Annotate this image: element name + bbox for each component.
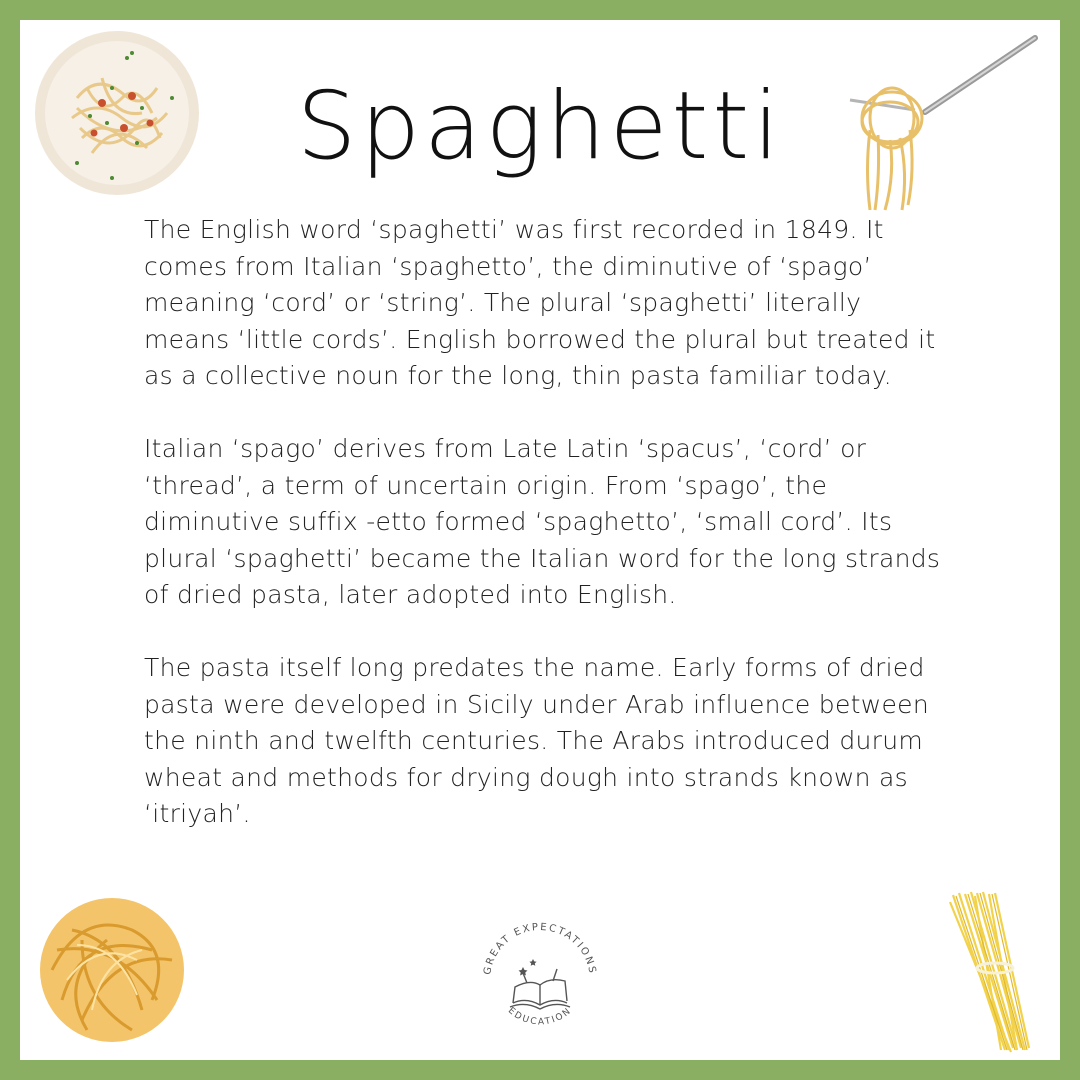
logo-top-text: GREAT EXPECTATIONS xyxy=(482,921,598,976)
paragraph-3: The pasta itself long predates the name. Early forms of dried pasta were developed in Sicily under Arab influence between the ninth and twelfth centuries. The Arabs introduced durum wheat and methods for drying dough into strands known as ‘itriyah’. xyxy=(144,653,929,828)
logo-bottom-text: EDUCATION xyxy=(505,1005,575,1028)
paragraph-1: The English word ‘spaghetti’ was first recorded in 1849. It comes from Italian ‘spaghetto’, the diminutive of ‘spago’ meaning ‘cord’ or ‘string’. The plural ‘spaghetti’ literally means ‘little cords’. English borrowed the plural but treated it as a collective noun for the long, thin pasta familiar today. xyxy=(144,215,936,390)
spaghetti-bundle-icon xyxy=(945,890,1045,1055)
star-icon xyxy=(519,959,537,976)
paragraph-2: Italian ‘spago’ derives from Late Latin ‘spacus’, ‘cord’ or ‘thread’, a term of uncertain origin. From ‘spago’, the diminutive suffix -etto formed ‘spaghetto’, ‘small cord’. Its plural ‘spaghetti’ became the Italian word for the long strands of dried pasta, later adopted into English. xyxy=(144,434,941,609)
spaghetti-plate-icon xyxy=(32,28,202,198)
article-body xyxy=(144,212,944,869)
pasta-nest-icon xyxy=(32,890,192,1050)
open-book-icon xyxy=(510,969,570,1009)
brand-logo xyxy=(475,915,605,1045)
fork-spaghetti-icon xyxy=(830,30,1050,220)
page-title: Spaghetti xyxy=(296,72,784,181)
poster-card xyxy=(20,20,1060,1060)
